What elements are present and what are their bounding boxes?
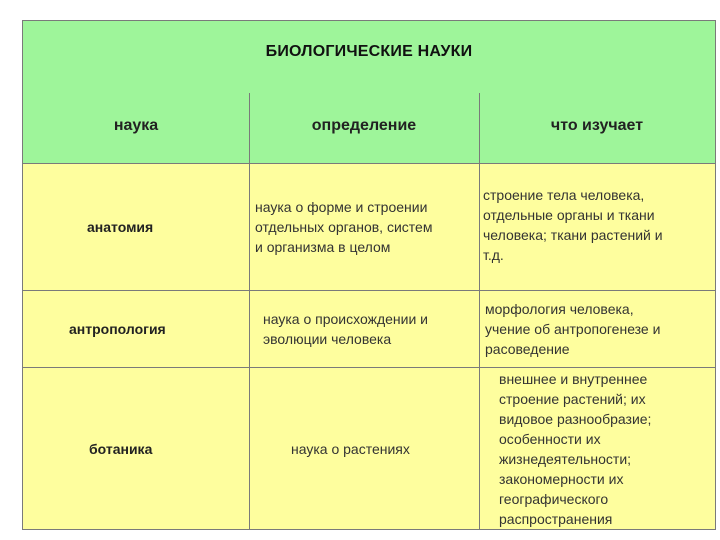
studies-line: жизнедеятельности; (499, 451, 632, 467)
studies-line: отдельные органы и ткани (483, 207, 655, 223)
science-name: ботаника (89, 441, 153, 457)
studies-cell (499, 369, 651, 529)
definition-line: наука о растениях (291, 441, 410, 457)
studies-line: особенности их (499, 431, 601, 447)
definition-line: отдельных органов, систем (255, 219, 433, 235)
studies-line: расоведение (485, 341, 570, 357)
studies-line: строение тела человека, (483, 187, 645, 203)
header-row (23, 93, 715, 164)
biology-sciences-table (22, 20, 716, 530)
column-divider (479, 93, 480, 529)
studies-line: географического (499, 491, 609, 507)
studies-cell (483, 185, 663, 265)
studies-line: т.д. (483, 247, 504, 263)
definition-line: эволюции человека (263, 331, 392, 347)
science-name: антропология (69, 321, 166, 337)
studies-line: строение растений; их (499, 391, 646, 407)
title-row (23, 21, 715, 94)
header-definition: определение (311, 117, 417, 134)
definition-cell (263, 309, 428, 349)
studies-line: видовое разнообразие; (499, 411, 652, 427)
definition-cell (291, 439, 410, 459)
row-divider (23, 290, 715, 291)
table-title: БИОЛОГИЧЕСКИЕ НАУКИ (265, 43, 473, 60)
column-divider (249, 93, 250, 529)
definition-cell (255, 197, 432, 257)
studies-line: закономерности их (499, 471, 624, 487)
studies-line: распространения (499, 511, 613, 527)
definition-line: наука о форме и строении (255, 199, 428, 215)
science-name: анатомия (87, 219, 154, 235)
definition-line: наука о происхождении и (263, 311, 428, 327)
studies-line: внешнее и внутреннее (499, 371, 648, 387)
header-science: наука (113, 117, 159, 134)
studies-line: морфология человека, (485, 301, 634, 317)
definition-line: и организма в целом (255, 239, 391, 255)
studies-line: учение об антропогенезе и (485, 321, 661, 337)
header-studies: что изучает (550, 117, 644, 134)
studies-cell (485, 299, 660, 359)
studies-line: человека; ткани растений и (483, 227, 663, 243)
row-divider (23, 367, 715, 368)
